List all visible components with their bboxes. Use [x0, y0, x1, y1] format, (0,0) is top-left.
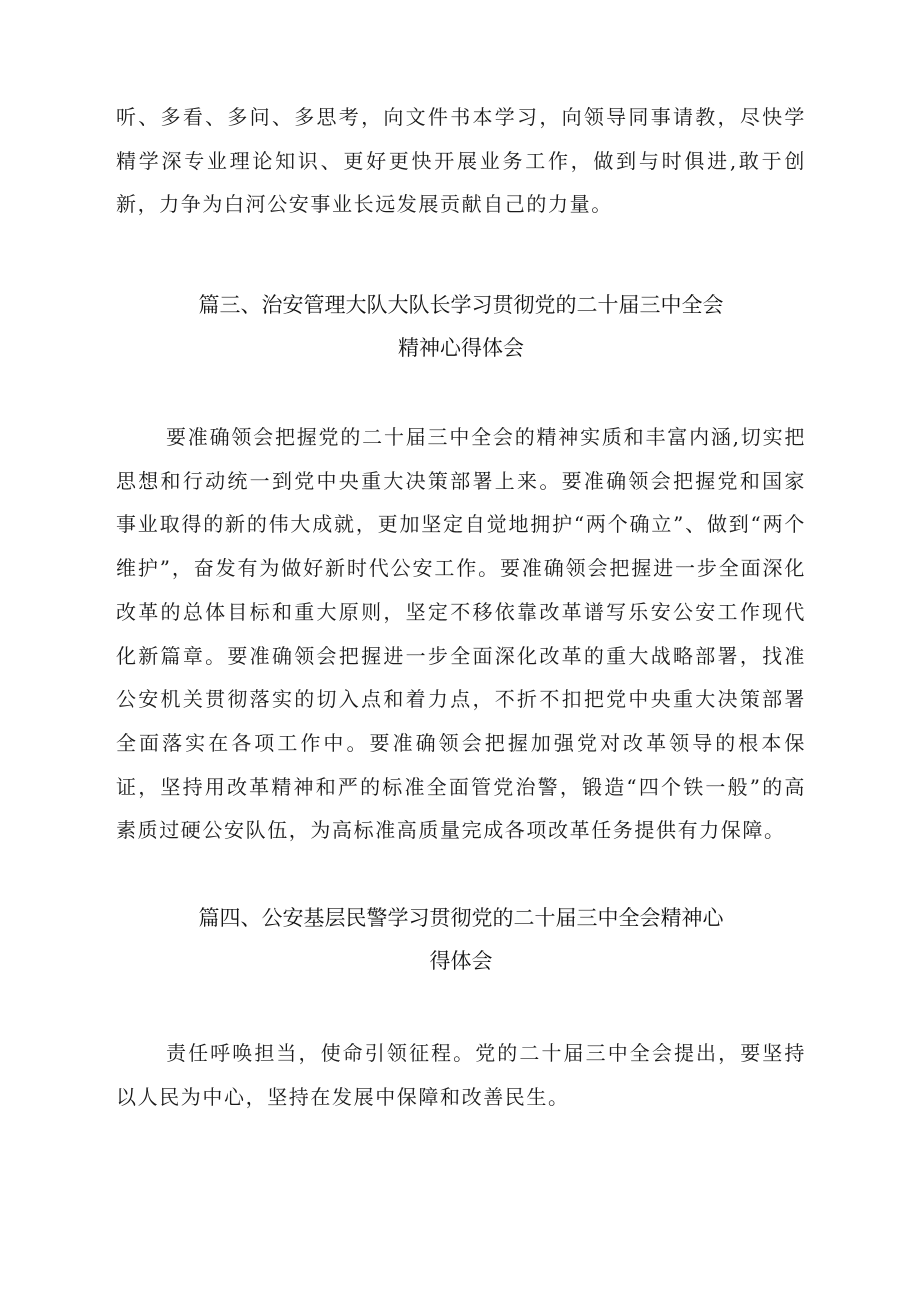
section4-title-line1: 篇四、公安基层民警学习贯彻党的二十届三中全会精神心 — [198, 906, 724, 930]
section4-paragraph: 责任呼唤担当，使命引领征程。党的二十届三中全会提出，要坚持以人民为中心，坚持在发展中保障和改善民生。 — [116, 1041, 806, 1109]
section3-paragraph: 要准确领会把握党的二十届三中全会的精神实质和丰富内涵,切实把思想和行动统一到党中央重大决策部署上来。要准确领会把握党和国家事业取得的新的伟大成就，更加坚定自觉地拥护“两个确立”、做到“两个维护”，奋发有为做好新时代公安工作。要准确领会把握进一步全面深化改革的总体目标和重大原则，坚定不移依靠改革谱写乐安公安工作现代化新篇章。要准确领会把握进一步全面深化改革的重大战略部署，找准公安机关贯彻落实的切入点和着力点，不折不扣把党中央重大决策部署全面落实在各项工作中。要准确领会把握加强党对改革领导的根本保证，坚持用改革精神和严的标准全面管党治警，锻造“四个铁一般”的高素质过硬公安队伍，为高标准高质量完成各项改革任务提供有力保障。 — [116, 425, 806, 843]
section3-title — [116, 284, 806, 370]
section3-title-line1: 篇三、治安管理大队大队长学习贯彻党的二十届三中全会 — [198, 293, 724, 317]
section4-title-line2: 得体会 — [429, 949, 493, 973]
section3-title-line2: 精神心得体会 — [398, 336, 524, 360]
section4-title — [116, 897, 806, 983]
continued-paragraph: 听、多看、多问、多思考，向文件书本学习，向领导同事请教，尽快学精学深专业理论知识、更好更快开展业务工作，做到与时俱进,敢于创新，力争为白河公安事业长远发展贡献自己的力量。 — [116, 105, 806, 217]
